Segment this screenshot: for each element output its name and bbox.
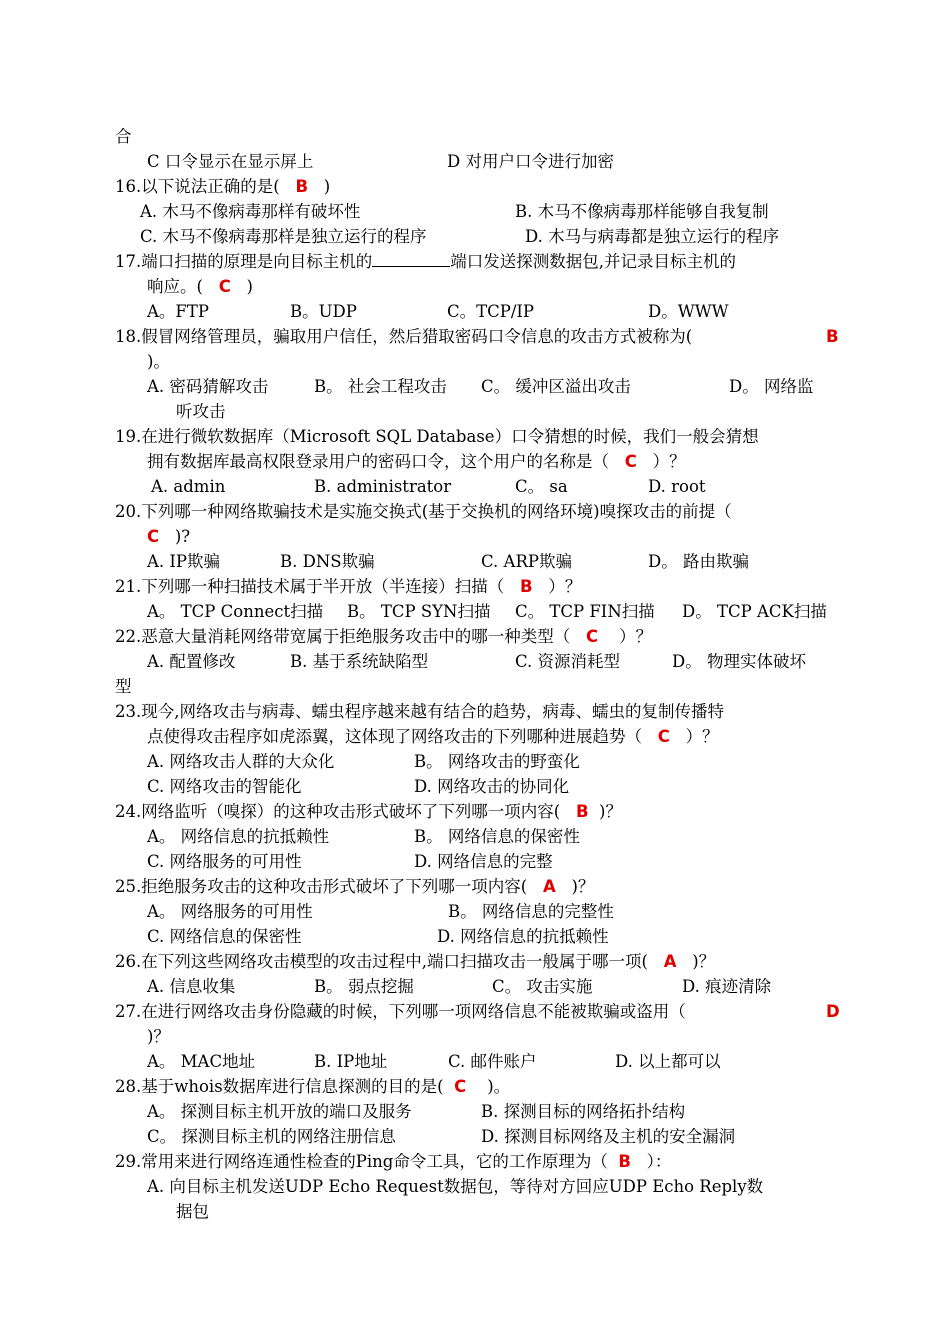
option-c: C. 网络信息的保密性 (147, 927, 302, 946)
question-stem: 下列哪一种扫描技术属于半开放（半连接）扫描（ (141, 577, 505, 596)
question-19 (115, 426, 759, 448)
option-d: D. 网络信息的完整 (414, 852, 553, 871)
question-23-line2 (147, 726, 719, 748)
question-stem: 在进行微软数据库（Microsoft SQL Database）口令猜想的时候，我们一般会猜想 (141, 427, 759, 446)
option-c: C. 邮件账户 (448, 1052, 537, 1071)
question-close: )。 (147, 352, 170, 371)
question-stem: 响应。( (147, 277, 203, 296)
option-a-cont: 据包 (176, 1202, 209, 1221)
answer-mark: B (826, 327, 839, 346)
question-close: ）？ (548, 577, 582, 596)
option-a: A。 MAC地址 (147, 1052, 256, 1071)
option-a: A。 网络信息的抗抵赖性 (147, 827, 330, 846)
option-a: A. 配置修改 (147, 652, 236, 671)
question-number: 25. (115, 877, 142, 896)
option-d: D. root (648, 477, 706, 496)
question-stem: 端口扫描的原理是向目标主机的 (141, 252, 373, 271)
question-27 (115, 1001, 686, 1023)
answer-mark: C (624, 452, 637, 471)
question-number: 18. (115, 327, 142, 346)
question-close: )? (174, 527, 191, 546)
answer-mark: C (454, 1077, 467, 1096)
question-stem: 点使得攻击程序如虎添翼，这体现了网络攻击的下列哪种进展趋势（ (147, 727, 642, 746)
option-c: C. 资源消耗型 (515, 652, 621, 671)
option-c: C。 探测目标主机的网络注册信息 (147, 1127, 396, 1146)
question-close: ）？ (652, 452, 686, 471)
question-20 (115, 501, 732, 523)
question-25 (115, 876, 594, 898)
option-b: B. 基于系统缺陷型 (290, 652, 429, 671)
option-a: A。 TCP Connect扫描 (147, 602, 324, 621)
option-d: D。 网络监 (729, 377, 814, 396)
question-number: 28. (115, 1077, 142, 1096)
question-stem: 在下列这些网络攻击模型的攻击过程中,端口扫描攻击一般属于哪一项( (141, 952, 648, 971)
question-26 (115, 951, 715, 973)
option-d-cont: 听攻击 (176, 402, 226, 421)
option-a: A. admin (151, 477, 226, 496)
question-number: 24. (115, 802, 142, 821)
answer-mark: B (575, 802, 589, 821)
question-close: ) (246, 277, 253, 296)
option-b: B. 木马不像病毒那样能够自我复制 (515, 202, 769, 221)
option-d: D. 探测目标网络及主机的安全漏洞 (481, 1127, 736, 1146)
option-c: C。 缓冲区溢出攻击 (481, 377, 631, 396)
option-d: D. 网络信息的抗抵赖性 (437, 927, 609, 946)
option-a: A. 向目标主机发送UDP Echo Request数据包，等待对方回应UDP Echo Reply数 (147, 1177, 764, 1196)
question-stem: 基于whois数据库进行信息探测的目的是( (141, 1077, 444, 1096)
question-close: ）？ (685, 727, 719, 746)
question-close: )？ (599, 802, 622, 821)
question-29 (115, 1151, 671, 1173)
answer-mark: B (295, 177, 309, 196)
option-c: C 口令显示在显示屏上 (147, 152, 314, 171)
answer-mark: C (657, 727, 670, 746)
question-17-line2 (147, 276, 253, 298)
answer-mark: C (218, 277, 231, 296)
option-b: B。 网络攻击的野蛮化 (414, 752, 580, 771)
option-d: D。 TCP ACK扫描 (682, 602, 827, 621)
question-number: 23. (115, 702, 142, 721)
question-number: 21. (115, 577, 142, 596)
question-stem: 在进行网络攻击身份隐藏的时候，下列哪一项网络信息不能被欺骗或盗用（ (141, 1002, 686, 1021)
question-stem: 以下说法正确的是( (141, 177, 280, 196)
question-number: 26. (115, 952, 142, 971)
question-24 (115, 801, 622, 823)
question-18 (115, 326, 692, 348)
question-number: 20. (115, 502, 142, 521)
question-stem-cont: 端口发送探测数据包,并记录目标主机的 (450, 252, 736, 271)
option-d: D。 物理实体破坏 (672, 652, 806, 671)
answer-mark: B (520, 577, 533, 596)
question-close: )？ (147, 1027, 170, 1046)
question-16 (115, 176, 330, 198)
option-d: D. 痕迹清除 (682, 977, 772, 996)
answer-mark: C (586, 627, 599, 646)
option-b: B。 网络信息的保密性 (414, 827, 580, 846)
option-c: C。 sa (515, 477, 568, 496)
option-c: C。 TCP FIN扫描 (515, 602, 655, 621)
question-stem: 恶意大量消耗网络带宽属于拒绝服务攻击中的哪一种类型（ (141, 627, 571, 646)
question-number: 27. (115, 1002, 142, 1021)
option-a: A。 探测目标主机开放的端口及服务 (147, 1102, 412, 1121)
question-23 (115, 701, 724, 723)
question-stem: 下列哪一种网络欺骗技术是实施交换式(基于交换机的网络环境)嗅探攻击的前提（ (141, 502, 732, 521)
option-c: C. 网络服务的可用性 (147, 852, 302, 871)
question-number: 22. (115, 627, 142, 646)
option-a: A. 网络攻击人群的大众化 (147, 752, 335, 771)
fill-blank (372, 252, 450, 267)
question-21 (115, 576, 581, 598)
question-close: ) (323, 177, 331, 196)
option-a: A。 网络服务的可用性 (147, 902, 313, 921)
question-22 (115, 626, 652, 648)
question-number: 16. (115, 177, 142, 196)
option-d: D 对用户口令进行加密 (447, 152, 614, 171)
option-b: B。 社会工程攻击 (314, 377, 447, 396)
question-number: 19. (115, 427, 142, 446)
option-a: A. 木马不像病毒那样有破坏性 (140, 202, 361, 221)
question-close: )？ (692, 952, 716, 971)
answer-mark: B (618, 1152, 631, 1171)
option-b: B. 探测目标的网络拓扑结构 (481, 1102, 686, 1121)
option-d: D. 木马与病毒都是独立运行的程序 (525, 227, 780, 246)
question-19-line2 (147, 451, 686, 473)
text-line: 合 (115, 127, 132, 146)
question-stem: 网络监听（嗅探）的这种攻击形式破坏了下列哪一项内容( (141, 802, 561, 821)
question-stem: 拒绝服务攻击的这种攻击形式破坏了下列哪一项内容( (141, 877, 528, 896)
answer-mark: D (826, 1002, 840, 1021)
option-a: A. 密码猜解攻击 (147, 377, 269, 396)
question-close: )。 (487, 1077, 511, 1096)
option-c: C。TCP/IP (447, 302, 535, 321)
question-number: 17. (115, 252, 142, 271)
option-d: D. 网络攻击的协同化 (414, 777, 570, 796)
question-stem: 假冒网络管理员，骗取用户信任，然后猎取密码口令信息的攻击方式被称为( (141, 327, 693, 346)
option-a: A。FTP (147, 302, 209, 321)
option-c: C. ARP欺骗 (481, 552, 572, 571)
option-d-cont: 型 (115, 677, 132, 696)
option-b: B. DNS欺骗 (280, 552, 375, 571)
question-stem: 常用来进行网络连通性检查的Ping命令工具，它的工作原理为（ (141, 1152, 608, 1171)
answer-mark: A (542, 877, 556, 896)
option-b: B。UDP (290, 302, 357, 321)
answer-mark: C (147, 527, 160, 546)
question-28 (115, 1076, 510, 1098)
question-close: ）？ (619, 627, 653, 646)
option-c: C. 网络攻击的智能化 (147, 777, 302, 796)
option-a: A. IP欺骗 (147, 552, 221, 571)
question-close: )？ (571, 877, 595, 896)
question-17 (115, 251, 736, 273)
option-b: B。 网络信息的完整性 (448, 902, 614, 921)
option-d: D。 路由欺骗 (648, 552, 749, 571)
option-b: B。 弱点挖掘 (314, 977, 414, 996)
option-b: B。 TCP SYN扫描 (347, 602, 491, 621)
answer-mark: A (663, 952, 677, 971)
option-d: D. 以上都可以 (615, 1052, 721, 1071)
question-stem: 拥有数据库最高权限登录用户的密码口令，这个用户的名称是（ (147, 452, 609, 471)
option-b: B. IP地址 (314, 1052, 388, 1071)
option-b: B. administrator (314, 477, 452, 496)
question-20-line2 (147, 526, 190, 548)
option-a: A. 信息收集 (147, 977, 236, 996)
question-stem: 现今,网络攻击与病毒、蠕虫程序越来越有结合的趋势，病毒、蠕虫的复制传播特 (141, 702, 724, 721)
question-close: ）： (646, 1152, 672, 1171)
question-number: 29. (115, 1152, 142, 1171)
option-d: D。WWW (648, 302, 729, 321)
option-c: C。 攻击实施 (492, 977, 593, 996)
option-c: C. 木马不像病毒那样是独立运行的程序 (140, 227, 427, 246)
